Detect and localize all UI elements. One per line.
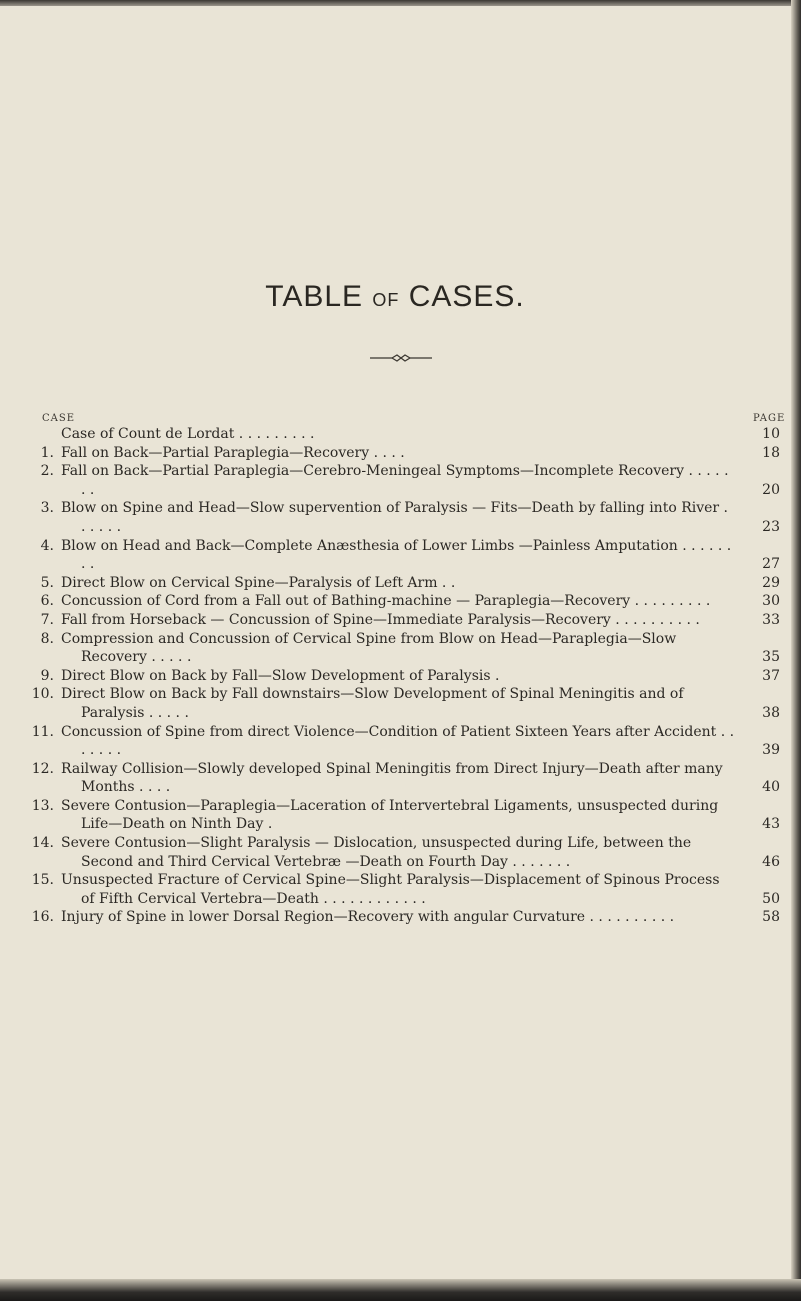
case-number: 10. [31, 686, 54, 703]
case-entry [30, 425, 785, 444]
page-number: 29 [762, 574, 780, 591]
case-number: 9. [40, 667, 54, 684]
title-word-table: TABLE [265, 280, 364, 313]
page-bottom-shadow [0, 1279, 801, 1301]
case-entry [30, 797, 785, 834]
page-number: 10 [762, 426, 780, 442]
page-number: 18 [762, 444, 780, 461]
case-title: Direct Blow on Back by Fall—Slow Development of Paralysis . [61, 667, 500, 684]
case-title: Severe Contusion—Slight Paralysis — Dislocation, unsuspected during Life, between the Second and Third Cervical Vertebræ —Death on Fourth Day . . . . . . . [61, 835, 692, 870]
case-number: 1. [40, 444, 54, 461]
case-entry [30, 760, 785, 797]
column-header-page: PAGE [753, 413, 786, 424]
page-number: 46 [762, 853, 780, 870]
page-number: 39 [762, 742, 780, 759]
page-top-shadow [0, 0, 801, 6]
case-title: Fall on Back—Partial Paraplegia—Cerebro-Meningeal Symptoms—Incomplete Recovery . . . . . . . [61, 463, 729, 498]
case-entry [30, 499, 785, 536]
case-entry [30, 574, 785, 593]
case-title: Direct Blow on Back by Fall downstairs—Slow Development of Spinal Meningitis and of Paralysis . . . . . [61, 686, 684, 721]
case-number: 2. [40, 463, 54, 480]
case-entry [30, 537, 785, 574]
page-number: 35 [762, 649, 780, 666]
case-entry [30, 667, 785, 686]
case-number: 6. [40, 593, 54, 610]
case-number: 11. [31, 723, 54, 740]
page-number: 40 [762, 779, 780, 796]
case-title: Case of Count de Lordat . . . . . . . . . [61, 426, 315, 442]
case-title: Unsuspected Fracture of Cervical Spine—Slight Paralysis—Displacement of Spinous Process of Fifth Cervical Vertebra—Death . . . . . . . . . . . . [61, 872, 720, 907]
case-entry [30, 723, 785, 760]
case-entry [30, 444, 785, 463]
case-title: Blow on Head and Back—Complete Anæsthesia of Lower Limbs —Painless Amputation . . . . . . . . [61, 537, 732, 573]
case-number: 16. [31, 909, 54, 926]
case-title: Injury of Spine in lower Dorsal Region—Recovery with angular Curvature . . . . . . . . . . [61, 909, 675, 926]
page-number: 58 [762, 909, 780, 926]
case-title: Concussion of Spine from direct Violence—Condition of Patient Sixteen Years after Accident . . . . . . . [61, 723, 735, 759]
page-number: 20 [762, 481, 780, 498]
title-word-cases: CASES. [408, 280, 525, 313]
page-title [0, 280, 790, 314]
case-title: Blow on Spine and Head—Slow supervention of Paralysis — Fits—Death by falling into River . . . . . . [61, 500, 729, 535]
page-number: 43 [762, 816, 780, 833]
page-edge-shadow [791, 0, 801, 1301]
case-title: Compression and Concussion of Cervical Spine from Blow on Head—Paraplegia—Slow Recovery . . . . . [61, 630, 677, 666]
case-number: 7. [40, 611, 54, 628]
case-entry [30, 834, 785, 871]
case-entry [30, 592, 785, 611]
title-ornament [370, 354, 432, 362]
case-title: Direct Blow on Cervical Spine—Paralysis of Left Arm . . [61, 574, 456, 591]
case-title: Fall on Back—Partial Paraplegia—Recovery . . . . [61, 444, 405, 461]
case-number: 13. [31, 797, 54, 814]
case-number: 8. [40, 630, 54, 647]
case-entry [30, 630, 785, 667]
case-number: 15. [31, 872, 54, 889]
case-entry [30, 611, 785, 630]
title-word-of: OF [372, 290, 400, 310]
page-number: 23 [762, 518, 780, 535]
page-number: 38 [762, 704, 780, 721]
table-of-cases [30, 425, 785, 927]
case-title: Concussion of Cord from a Fall out of Bathing-machine — Paraplegia—Recovery . . . . . . . . . [61, 593, 711, 610]
case-title: Railway Collision—Slowly developed Spinal Meningitis from Direct Injury—Death after many Months . . . . [61, 760, 723, 796]
page-number: 37 [762, 667, 780, 684]
page-number: 27 [762, 556, 780, 573]
page-number: 30 [762, 593, 780, 610]
case-entry [30, 871, 785, 908]
case-number: 14. [31, 835, 54, 852]
case-number: 3. [40, 500, 54, 517]
page-number: 33 [762, 611, 780, 628]
page-number: 50 [762, 890, 780, 907]
case-number: 5. [40, 574, 54, 591]
case-number: 12. [31, 760, 54, 777]
case-title: Fall from Horseback — Concussion of Spine—Immediate Paralysis—Recovery . . . . . . . . . . [61, 611, 700, 628]
case-number: 4. [40, 537, 54, 554]
case-title: Severe Contusion—Paraplegia—Laceration of Intervertebral Ligaments, unsuspected during Life—Death on Ninth Day . [61, 797, 719, 833]
case-entry [30, 685, 785, 722]
column-header-case: CASE [42, 413, 76, 424]
case-entry [30, 908, 785, 927]
case-entry [30, 462, 785, 499]
